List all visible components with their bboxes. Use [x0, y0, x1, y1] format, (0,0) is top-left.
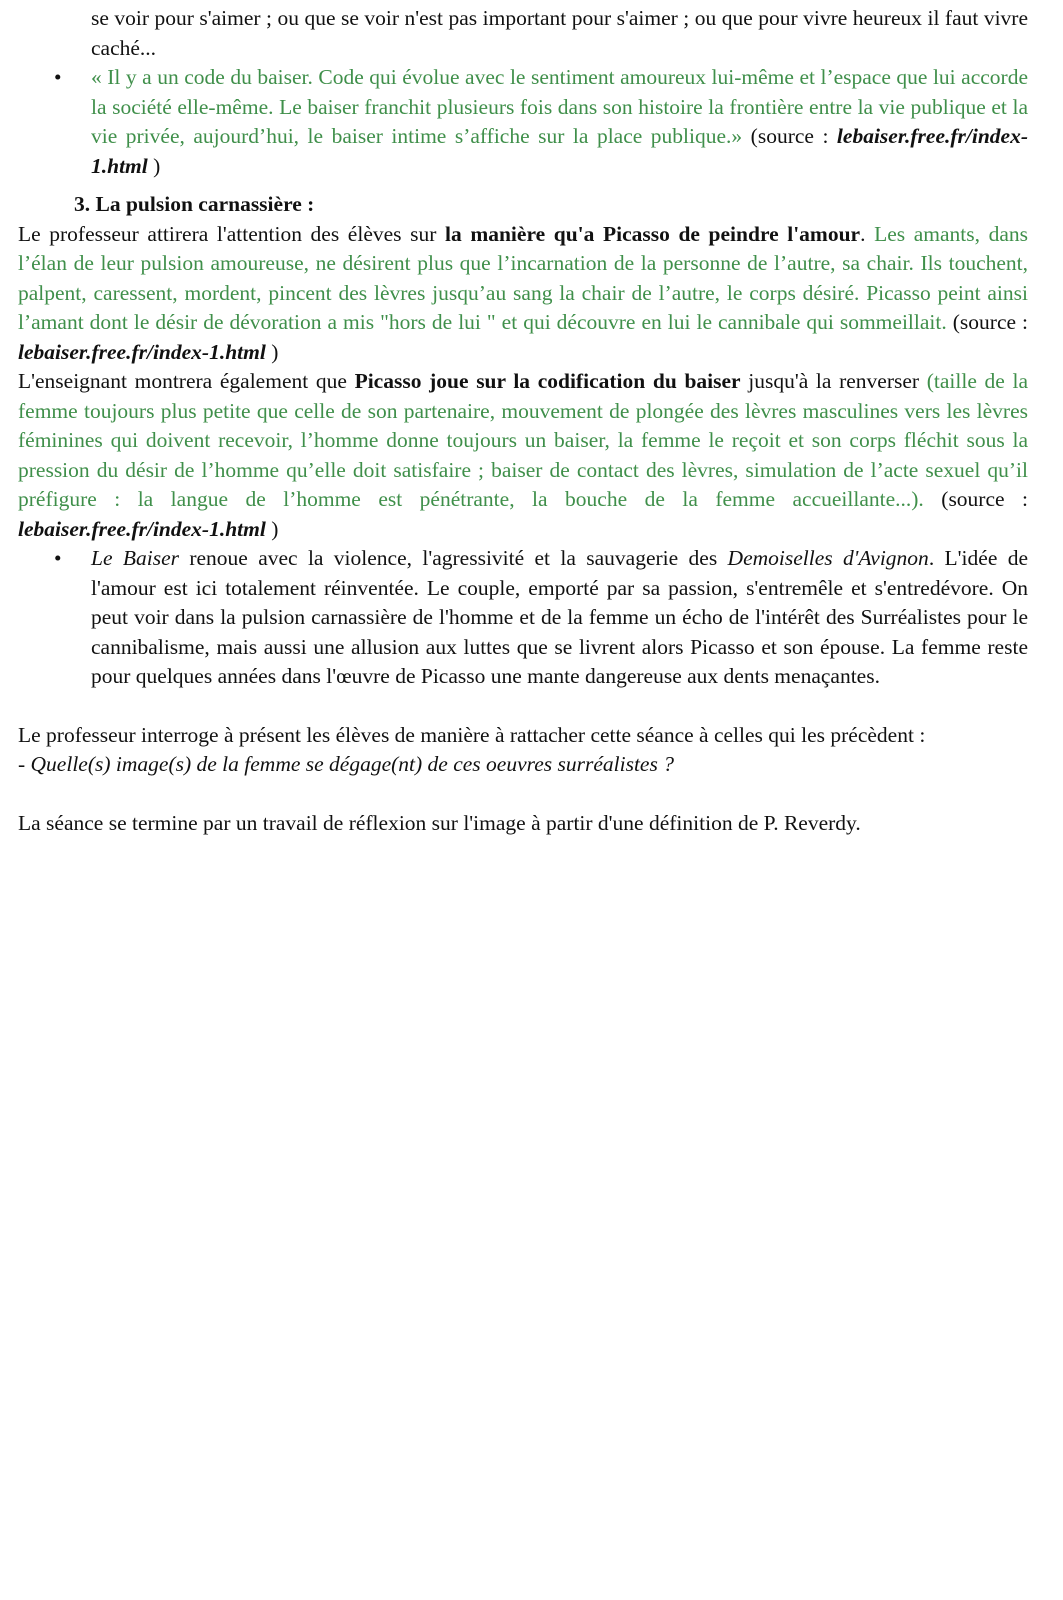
continued-bullet-text — [18, 4, 1028, 63]
para-text: L'enseignant montrera également que — [18, 369, 355, 393]
emphasis-text: la manière qu'a Picasso de peindre l'amour — [445, 221, 861, 246]
quote-text: (taille de la femme toujours plus petite que celle de son partenaire, mouvement de plongée des lèvres masculines vers les lèvres féminines qui doivent recevoir, l’homme donne toujours un baiser, la femme le reçoit et son corps fléchit sous la pression du désir de l’homme qu’elle doit satisfaire ; baiser de contact des lèvres, simulation de l’acte sexuel qu’il préfigure : la langue de l’homme est pénétrante, la bouche de la femme accueillante...). — [18, 369, 1028, 511]
source-link[interactable]: lebaiser.free.fr/index-1.html — [18, 516, 266, 541]
question-line: - Quelle(s) image(s) de la femme se dégage(nt) de ces oeuvres surréalistes ? — [18, 752, 674, 776]
source-prefix: (source : — [923, 487, 1028, 511]
bullet-icon: • — [54, 546, 62, 570]
source-suffix: ) — [147, 153, 161, 178]
paragraph-codification — [18, 367, 1028, 544]
source-link[interactable]: lebaiser.free.fr/index-1.html — [91, 124, 1028, 178]
source-prefix: (source : — [946, 310, 1029, 334]
spacer — [18, 780, 1028, 809]
bullet-text: . L'idée de l'amour est ici totalement réinventée. Le couple, emporté par sa passion, s'entremêle et s'entredévore. On peut voir dans la pulsion carnassière de l'homme et de la femme un écho de l'intérêt des Surréalistes pour le cannibalisme, mais aussi une allusion aux luttes que se livrent alors Picasso et son épouse. La femme reste pour quelques années dans l'œuvre de Picasso une mante dangereuse aux dents menaçantes. — [91, 546, 1029, 688]
source-link[interactable]: lebaiser.free.fr/index-1.html — [18, 339, 266, 364]
paragraph-interroge: Le professeur interroge à présent les élèves de manière à rattacher cette séance à celles qui les précèdent : — [18, 722, 926, 747]
emphasis-text: Picasso joue sur la codification du baiser — [354, 369, 741, 393]
quote-text: Les amants, dans l’élan de leur pulsion amoureuse, ne désirent plus que l’incarnation de la personne de l’autre, sa chair. Ils touchent, palpent, caressent, mordent, pincent des lèvres jusqu’au sang la chair de l’autre, le corps désiré. Picasso peint ainsi l’amant dont le désir de dévoration a mis "hors de lui " et qui découvre en lui le cannibale qui sommeillait. — [18, 221, 1028, 334]
para-text: Le professeur attirera l'attention des élèves sur — [18, 221, 445, 246]
bullet-le-baiser — [18, 544, 1028, 692]
section-heading: 3. La pulsion carnassière : — [74, 192, 315, 216]
para-text: . — [860, 221, 866, 246]
bullet-text: renoue avec la violence, l'agressivité et la sauvagerie des — [179, 546, 728, 570]
source-suffix: ) — [265, 339, 279, 364]
paragraph-picasso-amour — [18, 220, 1028, 368]
quote-text: « Il y a un code du baiser. Code qui évolue avec le sentiment amoureux lui-même et l’espace que lui accorde la société elle-même. Le baiser franchit plusieurs fois dans son histoire la frontière entre la vie publique et la vie privée, aujourd’hui, le baiser intime s’affiche sur la place publique.» — [91, 65, 1028, 148]
document-page — [18, 4, 1028, 838]
source-suffix: ) — [265, 516, 279, 541]
paragraph-conclusion: La séance se termine par un travail de réflexion sur l'image à partir d'une définition de P. Reverdy. — [18, 810, 861, 835]
artwork-title: Le Baiser — [91, 546, 179, 570]
bullet-quote-code-du-baiser — [18, 63, 1028, 181]
artwork-title: Demoiselles d'Avignon — [727, 546, 929, 570]
source-prefix: (source : — [742, 124, 837, 148]
para-text: jusqu'à la renverser — [740, 369, 920, 393]
continued-text: se voir pour s'aimer ; ou que se voir n'est pas important pour s'aimer ; ou que pour vivre heureux il faut vivre caché... — [91, 6, 1028, 60]
bullet-icon: • — [54, 65, 62, 89]
spacer — [18, 692, 1028, 721]
